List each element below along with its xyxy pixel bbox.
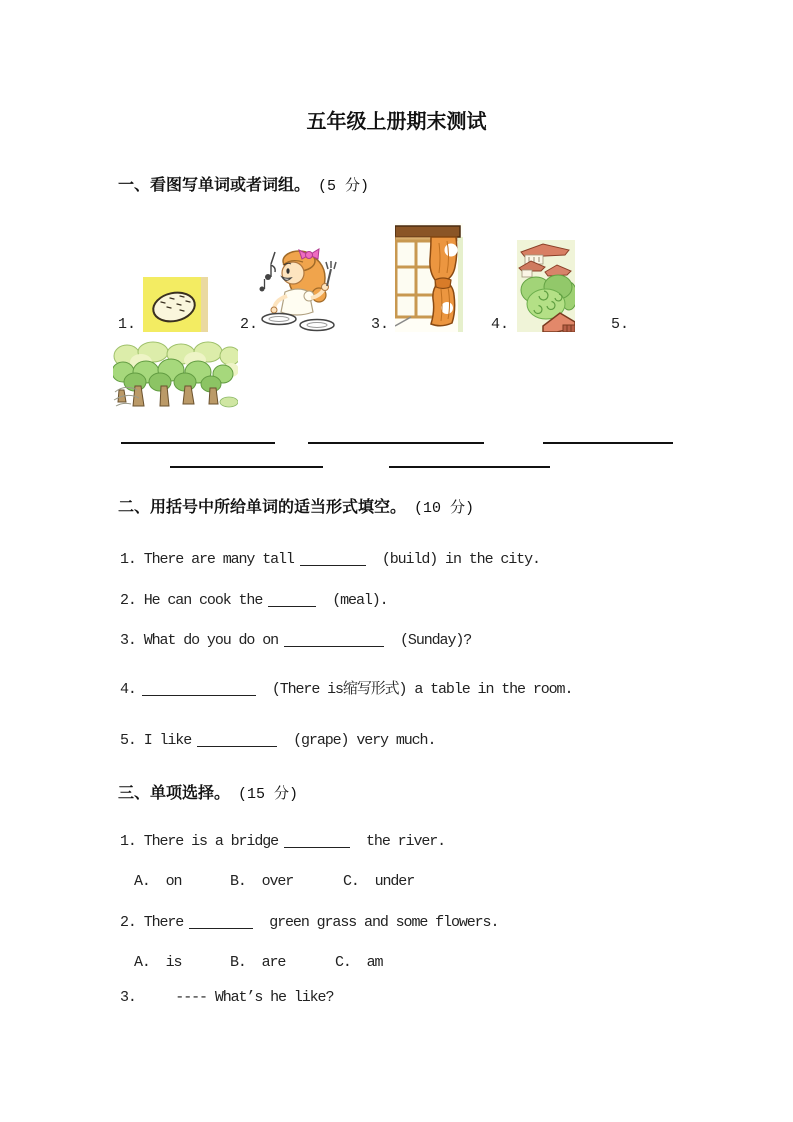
choice-question-2-pre: 2. There [120, 914, 184, 931]
fill-item-4-pre: 4. [120, 681, 136, 698]
section2-heading [118, 494, 474, 517]
picture-answer-line-4 [170, 466, 323, 468]
potato-icon [143, 277, 208, 332]
fill-item-1-pre: 1. There are many tall [120, 551, 294, 568]
fill-item-5-pre: 5. I like [120, 732, 192, 749]
choice-question-1-pre: 1. There is a bridge [120, 833, 279, 850]
fill-item-5-post: (grape) very much. [293, 732, 436, 749]
fill-blank-3 [284, 632, 384, 647]
choice-question-2-post: green grass and some flowers. [269, 914, 499, 931]
choice-question-2 [120, 913, 498, 933]
fill-item-2-post: (meal). [332, 592, 388, 609]
fill-blank-5 [197, 732, 277, 747]
park-picture [517, 240, 575, 332]
picture-answer-line-5 [389, 466, 550, 468]
picture-label-4: 4. [491, 316, 510, 333]
option-1a: A. on [134, 873, 182, 890]
choice-question-3 [120, 988, 333, 1008]
fill-item-1 [120, 550, 540, 570]
section3-heading-text: 三、单项选择。 [118, 785, 231, 802]
option-2c: C. am [335, 954, 383, 971]
section1-heading-text: 一、看图写单词或者词组。 [118, 177, 311, 194]
picture-answer-line-1 [121, 442, 275, 444]
potato-picture [143, 277, 208, 332]
picture-label-1: 1. [118, 316, 137, 333]
picture-label-2: 2. [240, 316, 259, 333]
choice-question-1-options [0, 872, 793, 892]
option-1c: C. under [343, 873, 415, 890]
section3-heading [118, 780, 298, 803]
choice-question-1-post: the river. [366, 833, 446, 850]
fill-item-3-pre: 3. What do you do on [120, 632, 279, 649]
picture-answer-line-2 [308, 442, 484, 444]
picture-answer-line-3 [543, 442, 673, 444]
section2-heading-text: 二、用括号中所给单词的适当形式填空。 [118, 499, 407, 516]
picture-label-3: 3. [371, 316, 390, 333]
fill-blank-4 [142, 681, 256, 696]
section1-score: (5 分) [318, 178, 370, 195]
fill-item-2-pre: 2. He can cook the [120, 592, 263, 609]
fill-item-4 [120, 680, 572, 700]
fill-item-1-post: (build) in the city. [381, 551, 540, 568]
fill-blank-1 [300, 551, 366, 566]
forest-picture [113, 340, 238, 412]
section1-heading [118, 172, 369, 195]
option-2b: B. are [230, 954, 286, 971]
fill-item-5 [120, 731, 435, 751]
choice-blank-2 [189, 914, 253, 929]
fill-item-3 [120, 631, 471, 651]
window-curtain-picture [395, 223, 463, 332]
option-1b: B. over [230, 873, 294, 890]
choice-question-2-options [0, 953, 793, 973]
fill-item-4-post: (There is缩写形式) a table in the room. [271, 681, 573, 698]
section3-score: (15 分) [238, 786, 299, 803]
choice-blank-1 [284, 833, 350, 848]
fill-blank-2 [268, 592, 316, 607]
girl-eating-icon [255, 246, 345, 332]
fill-item-2 [120, 591, 388, 611]
option-2a: A. is [134, 954, 182, 971]
window-curtain-icon [395, 223, 463, 332]
park-icon [517, 240, 575, 332]
page-title: 五年级上册期末测试 [306, 111, 487, 133]
choice-question-3-text: 3. ---- What’s he like? [120, 989, 334, 1006]
forest-icon [113, 340, 238, 412]
picture-label-5: 5. [611, 316, 630, 333]
choice-question-1 [120, 832, 445, 852]
section2-score: (10 分) [414, 500, 475, 517]
fill-item-3-post: (Sunday)? [400, 632, 472, 649]
girl-eating-picture [255, 246, 345, 332]
